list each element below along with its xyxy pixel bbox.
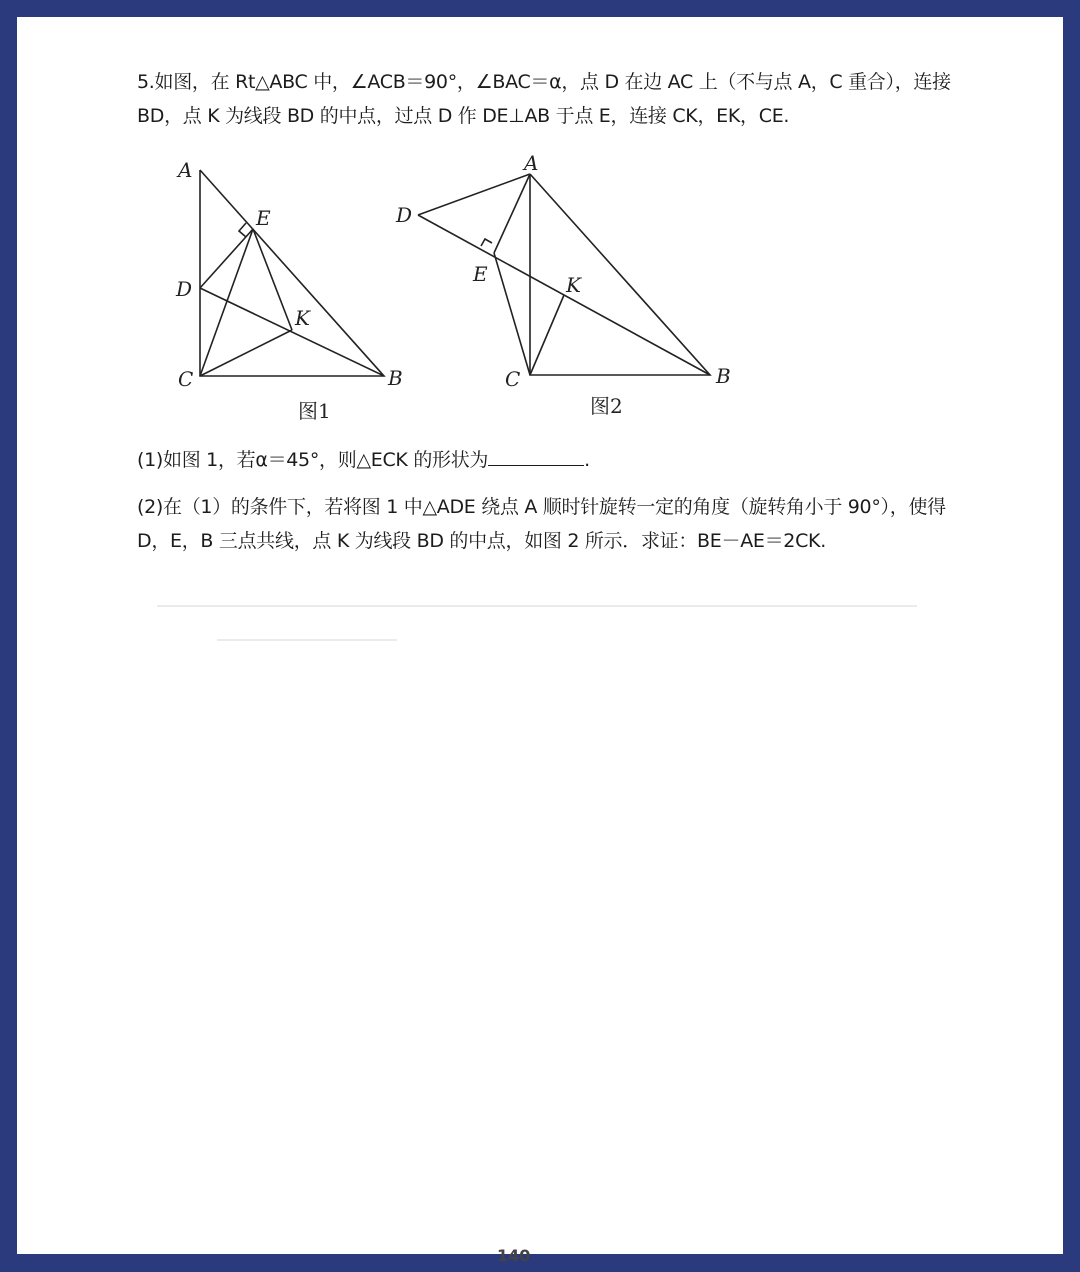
page-number: 140 <box>497 1246 531 1265</box>
fig2-label-d: D <box>396 203 413 227</box>
fig2-label-k: K <box>566 273 581 297</box>
fig2-triangle-abc <box>530 174 710 375</box>
figure-2 <box>17 17 1063 437</box>
fig1-label-k: K <box>295 306 310 330</box>
fig2-label-c: C <box>505 367 521 391</box>
fig2-right-angle-mark <box>481 239 492 246</box>
answer-blank[interactable] <box>488 447 584 466</box>
problem-stem-line-1: 5.如图，在 Rt△ABC 中，∠ACB＝90°，∠BAC＝α，点 D 在边 AC 上（不与点 A，C 重合），连接 <box>137 71 951 93</box>
bleed-through-mark <box>217 639 397 641</box>
part-2-line-1: (2)在（1）的条件下，若将图 1 中△ADE 绕点 A 顺时针旋转一定的角度（旋转角小于 90°），使得 <box>137 496 946 518</box>
fig2-caption: 图2 <box>590 394 623 418</box>
fig1-label-b: B <box>388 366 403 390</box>
part-1-end: . <box>584 449 590 471</box>
worksheet-page <box>17 17 1063 1265</box>
fig1-label-d: D <box>176 277 193 301</box>
fig1-label-e: E <box>256 206 271 230</box>
part-1-text: (1)如图 1，若α＝45°，则△ECK 的形状为 <box>137 449 489 471</box>
fig1-caption: 图1 <box>298 399 331 423</box>
bleed-through-mark <box>157 605 917 607</box>
part-2-line-2: D，E，B 三点共线，点 K 为线段 BD 的中点，如图 2 所示．求证：BE－AE＝2CK. <box>137 530 826 552</box>
fig2-segment-ce <box>494 253 530 375</box>
problem-stem-line-2: BD，点 K 为线段 BD 的中点，过点 D 作 DE⊥AB 于点 E，连接 CK，EK，CE. <box>137 105 790 127</box>
fig1-label-a: A <box>178 158 193 182</box>
fig2-label-e: E <box>473 262 488 286</box>
fig2-segment-ck <box>530 295 564 375</box>
fig2-segment-ad <box>418 174 530 215</box>
fig2-label-a: A <box>524 151 539 175</box>
fig2-label-b: B <box>716 364 731 388</box>
part-1-question <box>137 445 590 472</box>
fig1-label-c: C <box>178 367 194 391</box>
